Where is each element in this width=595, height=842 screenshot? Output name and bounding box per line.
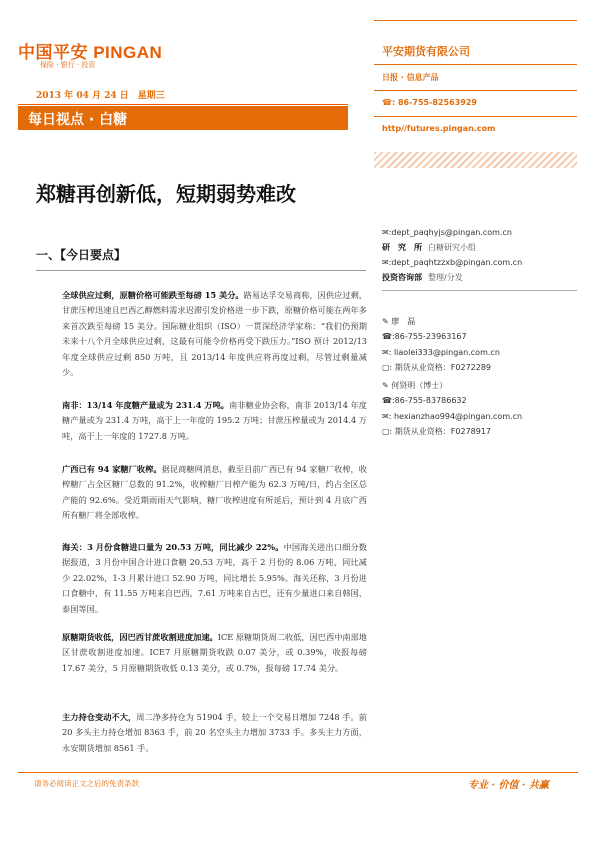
report-banner: [18, 106, 348, 130]
research-dept: [382, 242, 476, 253]
paragraph-lead: 广西已有 94 家糖厂收榨。: [62, 464, 162, 474]
banner-label: 每日视点 · 白糖: [28, 112, 128, 128]
paragraph-lead: 全球供应过剩，原糖价格可能跌至每磅 15 美分。: [62, 290, 244, 300]
paragraph-lead: 海关：3 月份食糖进口量为 20.53 万吨，同比减少 22%。: [62, 542, 284, 552]
page-title: 郑糖再创新低，短期弱势难改: [36, 182, 296, 206]
company-box: [374, 20, 577, 150]
paragraph-lead: 主力持仓变动不大，: [62, 712, 137, 722]
phone-divider: [374, 116, 577, 117]
analyst-email[interactable]: ✉: hexianzhao994@pingan.com.cn: [382, 412, 523, 421]
paragraph-lead: 原糖期货收低，因巴西甘蔗收割进度加速。: [62, 632, 218, 642]
paragraph-text: 周二净多持仓为 51904 手，较上一个交易日增加 7248 手。前 20 多头主力持仓增加 8363 手，前 20 名空头主力增加 3733 手。多头主力方面，永安期货增加 8561 手。: [62, 712, 367, 753]
company-phone: ☎: 86-755-82563929: [382, 98, 477, 107]
section-heading: 一、【今日要点】: [36, 248, 127, 262]
consult-dept-value: 整理/分发: [428, 273, 463, 282]
consult-email[interactable]: ✉:dept_paqhtzzxb@pingan.com.cn: [382, 258, 523, 267]
paragraph: [62, 398, 367, 444]
company-name: 平安期货有限公司: [382, 45, 470, 58]
paragraph-text: 路易达孚交易商称，因供应过剩，甘蔗压榨迅速且巴西乙醇燃料需求迟滞引发价格进一步下跌，原糖价格可能在两年多来首次跌至每磅 15 美分。国际糖业组织（ISO）一贯深经济学家称：“我们仍预期未来十八个月全球供应过剩，这最有可能令价格再受下跌压力。”ISO 预计 2012/13 年度全球供应过剩 850 万吨，且 2013/14 年度供应将再度过剩，尽管过剩量减少。: [62, 290, 367, 378]
footer-rule: [18, 772, 578, 773]
paragraph-text: 中国海关进出口细分数据报道，3 月份中国合计进口食糖 20.53 万吨，高于 2 月份的 8.06 万吨，同比减少 22.02%，1-3 月累计进口 52.90 万吨，同比增长 5.95%。海关还称，3 月份进口食糖中，有 11.55 万吨来自巴西，7.61 万吨来自古巴，还有少量进口来自韩国、泰国等国。: [62, 542, 367, 614]
contact-divider: [382, 290, 577, 291]
decorative-hatch: [374, 152, 577, 168]
analyst-phone: ☎:86-755-83786632: [382, 396, 467, 405]
footer-disclaimer: 请务必阅读正文之后的免责条款: [34, 779, 139, 788]
analyst-email[interactable]: ✉: liaolei333@pingan.com.cn: [382, 348, 500, 357]
paragraph: [62, 462, 367, 524]
research-dept-value: 白糖研究小组: [428, 243, 476, 252]
paragraph: [62, 710, 367, 756]
analyst-cert: ▢: 期货从业资格：F0278917: [382, 427, 492, 436]
analyst-name: ✎ 廖 磊: [382, 317, 416, 326]
paragraph-text: 据昆商糖网消息，截至目前广西已有 94 家糖厂收榨，收榨糖厂占全区糖厂总数的 91.2%，收榨糖厂日榨产能为 62.3 万吨/日，约占全区总产能的 92.6%。受近期雨雨天气影响，糖厂收榨进度有所延后，预计到 4 月底广西所有糖厂将全部收榨。: [62, 464, 367, 521]
paragraph: [62, 630, 367, 676]
paragraph-lead: 南非：13/14 年度糖产量或为 231.4 万吨。: [62, 400, 230, 410]
company-url[interactable]: http//futures.pingan.com: [382, 124, 496, 133]
analyst-name: ✎ 何贤明（博士）: [382, 381, 448, 390]
pingan-logo: 中国平安 PINGAN: [18, 43, 163, 62]
paragraph: [62, 288, 367, 380]
paragraph-text: 南非糖业协会称，南非 2013/14 年度糖产量或为 231.4 万吨，高于上一年度的 195.2 万吨；甘蔗压榨量或为 2014.4 万吨，高于上一年度的 1727.8 万吨。: [62, 400, 367, 441]
research-email[interactable]: ✉:dept_paqhyjs@pingan.com.cn: [382, 228, 512, 237]
section-rule: [36, 270, 366, 271]
paragraph-text: ICE 原糖期货周二收低，因巴西中南部地区甘蔗收割进度加速。ICE7 月原糖期货收跌 0.07 美分，或 0.39%，收报每磅 17.67 美分，5 月原糖期货收低 0.13 美分，或 0.7%，报每磅 17.74 美分。: [62, 632, 367, 673]
consult-dept-label: 投资咨询部: [382, 273, 422, 282]
company-box-top: [374, 20, 577, 35]
header-rule: [18, 104, 348, 105]
analyst-cert: ▢: 期货从业资格：F0272289: [382, 363, 492, 372]
category-divider: [374, 90, 577, 91]
logo-subtitle: 保险 · 银行 · 投资: [40, 61, 96, 69]
report-category: 日报 · 信息产品: [382, 73, 439, 82]
research-dept-label: 研 究 所: [382, 243, 422, 252]
footer-slogan: 专业 · 价值 · 共赢: [468, 780, 549, 791]
paragraph: [62, 540, 367, 617]
report-date: 2013 年 04 月 24 日 星期三: [36, 91, 165, 101]
company-divider: [374, 64, 577, 65]
consult-dept: [382, 272, 463, 283]
analyst-phone: ☎:86-755-23963167: [382, 332, 467, 341]
